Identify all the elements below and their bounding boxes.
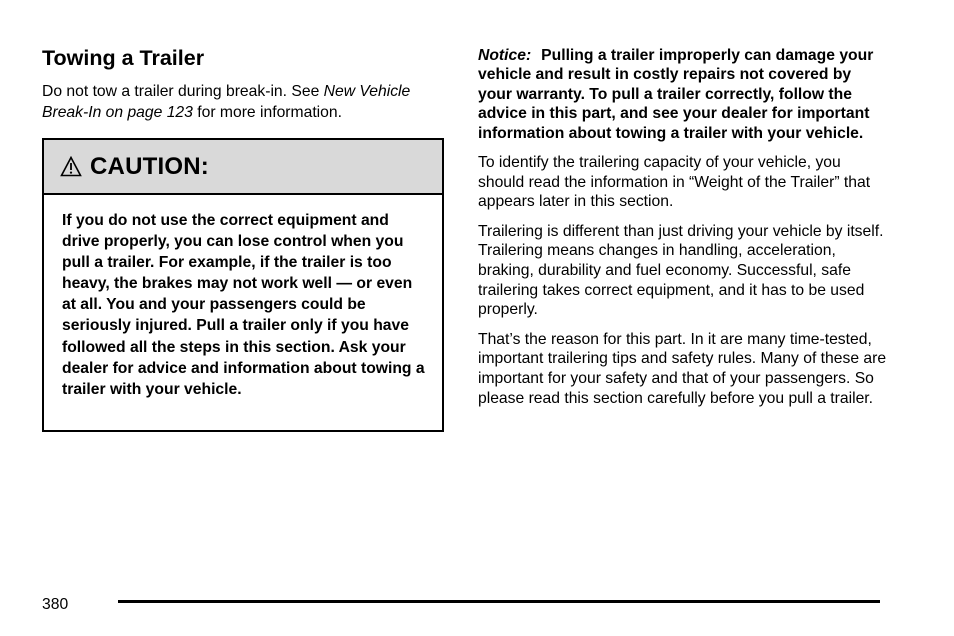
caution-header [44,140,442,195]
intro-paragraph [42,82,446,123]
right-column [478,46,888,408]
page-number: 380 [42,596,69,613]
section-title: Towing a Trailer [42,46,205,70]
break-in-reference: New Vehicle Break-In on page 123 [42,83,411,121]
caution-body: If you do not use the correct equipment and drive properly, you can lose control when you pull a trailer. For example, if the trailer is too heavy, the brakes may not work well — or even at all. You and your passengers could be seriously injured. Pull a trailer only if you have followed all the steps in this section. Ask your dealer for advice and information about towing a trailer with your vehicle. [62,212,425,398]
caution-title: CAUTION: [90,152,209,180]
footer-rule [118,600,880,603]
trailering-paragraph: Trailering is different than just driving your vehicle by itself. Trailering means changes in handling, acceleration, braking, durability and fuel economy. Successful, safe trailering takes correct equipment, and it has to be used properly. [478,222,884,319]
intro-text: Do not tow a trailer during break-in. See [42,83,324,100]
notice-label: Notice: [478,47,532,64]
caution-box [42,138,444,432]
capacity-paragraph: To identify the trailering capacity of your vehicle, you should read the information in “Weight of the Trailer” that appears later in this section. [478,154,871,211]
reason-paragraph: That’s the reason for this part. In it are many time-tested, important trailering tips and safety rules. Many of these are important for your safety and that of your passengers. So please read this section carefully before you pull a trailer. [478,330,887,407]
notice-paragraph [478,46,888,143]
intro-suffix: for more information. [192,103,342,121]
warning-triangle-icon [60,156,90,177]
notice-text: Pulling a trailer improperly can damage your vehicle and result in costly repairs not covered by your warranty. To pull a trailer correctly, follow the advice in this part, and see your dealer for important information about towing a trailer with your vehicle. [478,47,874,142]
left-column [42,44,446,123]
